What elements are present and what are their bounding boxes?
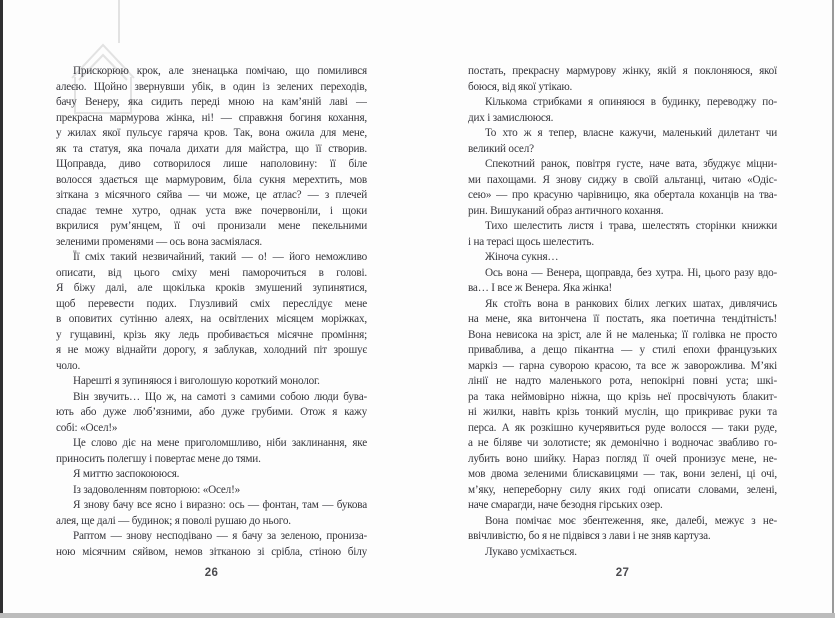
text-line: спадає темне хутро, однак уста вже почервоніли, і щоки xyxy=(56,204,367,217)
text-line: Він звучить… Що ж, на самоті з самими собою люди бува- xyxy=(73,390,367,403)
page-right-border xyxy=(832,0,834,613)
text-line: Кількома стрибками я опиняюся в будинку, переводжу по- xyxy=(485,96,777,108)
text-line: прекрасна мармурова жінка, ні! — справжня богиня кохання, xyxy=(56,111,367,124)
text-line: рин. Вишуканий образ античного кохання. xyxy=(468,204,664,217)
text-line: ною місячним сяйвом, немов зітканою зі срібла, стіною білу xyxy=(56,545,367,558)
text-line: алея, ще далі — будинок; я поволі рушаю до нього. xyxy=(56,514,291,527)
text-line: лінії не надто маленького рота, непокірні повні уста; шкі- xyxy=(468,375,777,387)
page-number-right: 27 xyxy=(615,567,630,579)
text-line: Ось вона — Венера, щоправда, без хутра. Ні, цього разу вдо- xyxy=(485,266,777,279)
text-line: ввічливістю, бо я не підвівся з лави і не зняв картуза. xyxy=(468,530,711,542)
text-line: Нарешті я зупиняюся і виголошую короткий монолог. xyxy=(73,375,320,387)
text-line: і на терасі щось шелестить. xyxy=(468,235,594,248)
text-line: Лукаво усміхається. xyxy=(485,545,577,558)
text-line: Її сміх такий незвичайний, такий — о! — його неможливо xyxy=(73,251,367,263)
text-line: дих і замислююся. xyxy=(468,111,554,124)
text-line: ні жилки, навіть крізь тонкий муслін, що прикриває руки та xyxy=(468,406,777,418)
text-line: ми пахощами. Я знову сиджу в своїй альтанці, читаю «Одіс- xyxy=(468,173,777,186)
text-line: бачу Венеру, яка сидить переді мною на кам’яній лаві — xyxy=(56,96,367,108)
text-line: Це слово діє на мене приголомшливо, ніби заклинання, яке xyxy=(73,437,367,449)
text-line: Жіноча сукня… xyxy=(485,251,559,263)
text-line: боюся, від якої утікаю. xyxy=(468,80,573,93)
text-line: у гущавині, крізь яку ледь пробивається місячне проміння; xyxy=(56,328,367,341)
text-line: Я знову бачу все ясно і виразно: ось — фонтан, там — букова xyxy=(73,499,367,511)
text-line: сею» — про красуню чарівницю, яка обертала коханців на тва- xyxy=(468,189,777,201)
text-line: щоб перевести подих. Глузливий сміх переслідує мене xyxy=(56,297,367,310)
text-line: великий осел? xyxy=(468,142,534,155)
text-line: наче смарагди, наче безодня гірських озер. xyxy=(468,499,663,511)
text-line: ва… І все ж Венера. Яка жінка! xyxy=(468,282,613,294)
text-line: в оповитих сутінню алеях, на освітлених місяцем моріжках, xyxy=(56,313,367,325)
text-line: ють або дуже люб’язними, або дуже грубими. Отож я кажу xyxy=(56,406,367,418)
text-line: мов двома зеленими блискавицями — так, вони зелені, ці очі, xyxy=(468,468,777,480)
text-line: приваблива, а дещо пікантна — у стилі епохи французьких xyxy=(468,344,777,356)
text-line: чоло. xyxy=(56,359,81,372)
text-line: Прискорюю крок, але зненацька помічаю, що помилився xyxy=(73,65,367,77)
text-line: описати, від цього сміху мені паморочиться в голові. xyxy=(56,266,367,279)
text-line: волосся здається ще мармуровим, біла сукня мерехтить, мов xyxy=(56,173,367,186)
text-line: як та статуя, яка почала дихати для майстра, що її створив. xyxy=(56,142,367,155)
text-line: То хто ж я тепер, власне кажучи, маленький дилетант чи xyxy=(485,127,777,139)
text-line: Вона помічає моє збентеження, яке, далебі, межує з не- xyxy=(485,514,777,527)
text-line: у жилах якої пульсує гаряча кров. Так, вона ожила для мене, xyxy=(56,127,367,139)
text-line: маркіз — гарна суворою красою, та все ж заворожлива. М’які xyxy=(468,359,777,372)
text-line: приносить полегшу і повертає мене до тями. xyxy=(56,452,261,465)
text-line: м’яку, непереборну силу яких годі описати словами, зелені, xyxy=(468,483,777,496)
text-line: собі: «Осел!» xyxy=(56,421,118,434)
text-line: а не біляве чи золотисте; як демонічно і водночас звабливо го- xyxy=(468,437,777,449)
text-line: лубить воно шийку. Нараз погляд її очей пронизує мене, не- xyxy=(468,452,777,465)
text-line: зіткана з місячного сяйва — чи може, це атлас? — з плечей xyxy=(56,189,367,201)
text-line: зеленими променями — ось вона засміялася. xyxy=(56,235,262,248)
page-number-left: 26 xyxy=(204,567,219,579)
text-line: Я біжу далі, але щокілька кроків змушений зупинятися, xyxy=(56,282,367,294)
text-line: Вона невисока на зріст, але й не маленька; її голівка не просто xyxy=(468,328,777,341)
text-line: Спекотний ранок, повітря густе, наче вата, збуджує міцни- xyxy=(485,158,777,170)
scan-left-edge xyxy=(0,0,3,613)
text-line: на мене, яка витончена її постать, яка поетична тендітність! xyxy=(468,313,777,325)
page-27-text-column xyxy=(468,64,777,560)
text-line: Щоправда, диво сотворилося лише наполовину: її біле xyxy=(56,158,367,170)
text-line: алеєю. Щойно звернувши убік, в один із зелених переходів, xyxy=(56,80,367,93)
text-line: Із задоволенням повторюю: «Осел!» xyxy=(73,483,240,496)
text-line: постать, прекрасну мармурову жінку, якій я поклоняюся, якої xyxy=(468,65,777,77)
text-line: ра така неймовірно ніжна, що крізь неї просвічують блакит- xyxy=(468,390,777,403)
text-line: я не можу віднайти дорогу, я заблукав, холодний піт зрошує xyxy=(56,344,367,356)
text-line: перса. А як розкішно кучерявиться руде волосся — таки руде, xyxy=(468,421,777,434)
text-line: Тихо шелестить листя і трава, шелестять сторінки книжки xyxy=(485,220,777,232)
text-line: Раптом — знову несподівано — я бачу за зеленою, прониза- xyxy=(73,530,367,542)
page-26-text-column xyxy=(56,64,367,560)
text-line: Як стоїть вона в ранкових білих легких шатах, дивлячись xyxy=(485,297,777,310)
text-line: вкрилися рум’янцем, її очі пронизали мене пекельними xyxy=(56,220,367,232)
scan-bottom-band xyxy=(0,613,835,618)
text-line: Я миттю заспокоююся. xyxy=(73,468,180,480)
